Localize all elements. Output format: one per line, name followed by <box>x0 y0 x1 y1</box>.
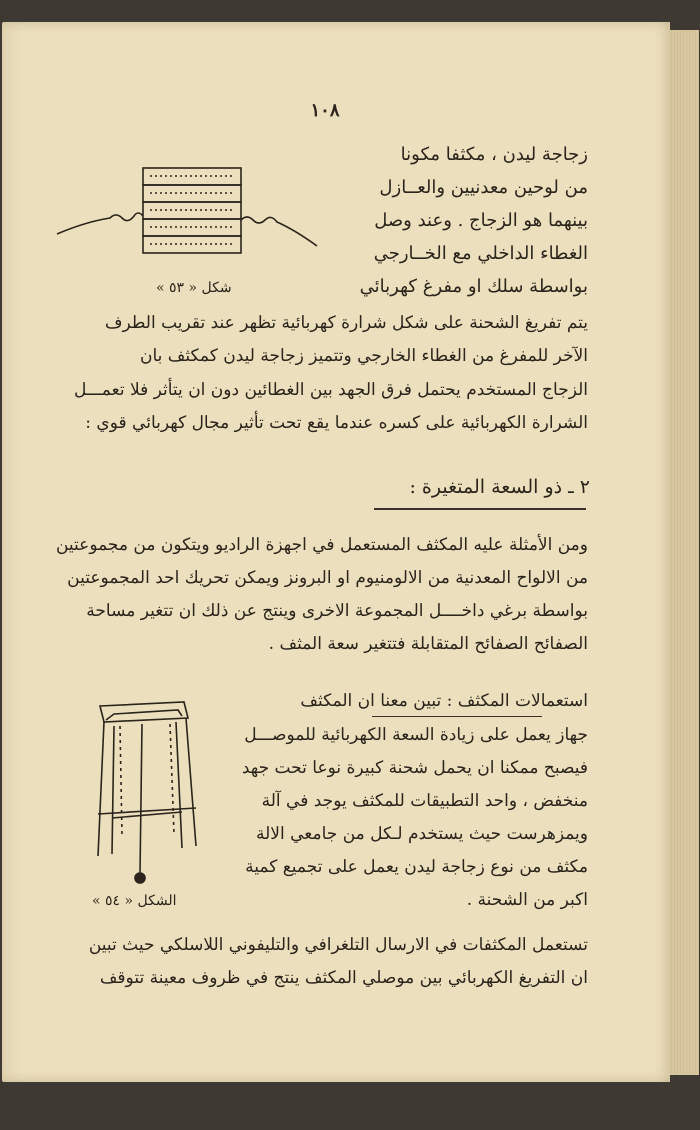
para2-line-4: الصفائح الصفائح المتقابلة فتتغير سعة المثف . <box>268 634 588 654</box>
para1-line-2: الآخر للمفرغ من الغطاء الخارجي وتتميز زجاجة ليدن كمكثف بان <box>140 346 588 366</box>
para2-line-1: ومن الأمثلة عليه المكثف المستعمل في اجهزة الراديو ويتكون من مجموعتين <box>55 535 588 555</box>
usage-line-6: مكثف من نوع زجاجة ليدن يعمل على تجميع كمية <box>245 857 588 877</box>
fig54-ball <box>135 873 145 883</box>
fig54-leg-right <box>186 718 196 846</box>
intro-line-3: بينهما هو الزجاج . وعند وصل <box>374 210 588 231</box>
usage-line-4: منخفض ، واحد التطبيقات للمكثف يوجد في آلة <box>261 791 588 811</box>
figure-53-caption: شكل « ٥٣ » <box>156 280 232 296</box>
para2-line-2: من الالواح المعدنية من الالومنيوم او البرونز ويمكن تحريك احد المجموعتين <box>67 568 588 588</box>
intro-line-1: زجاجة ليدن ، مكثفا مكونا <box>400 144 588 165</box>
para1-line-4: الشرارة الكهربائية على كسره عندما يقع تحت تأثير مجال كهربائي قوي : <box>85 413 588 433</box>
para1-line-1: يتم تفريغ الشحنة على شكل شرارة كهربائية تظهر عند تقريب الطرف <box>104 313 588 333</box>
intro-line-5: بواسطة سلك او مفرغ كهربائي <box>359 276 588 297</box>
usage-line-1: استعمالات المكثف : تبين معنا ان المكثف <box>300 691 588 711</box>
usage-line-2: جهاز يعمل على زيادة السعة الكهربائية للموصـــل <box>244 725 588 745</box>
fig54-rod <box>140 724 142 874</box>
usage-line-3: فيصبح ممكنا ان يحمل شحنة كبيرة نوعا تحت جهد <box>241 758 588 778</box>
para2-line-3: بواسطة برغي داخــــل المجموعة الاخرى وينتج عن ذلك ان تتغير مساحة <box>86 601 588 621</box>
section-heading: ٢ ـ ذو السعة المتغيرة : <box>409 476 590 498</box>
section-heading-underline <box>374 508 586 510</box>
fig54-leg-left <box>98 722 104 856</box>
figure-54-caption: الشكل « ٥٤ » <box>92 893 177 909</box>
fig54-leg-inner-left <box>112 726 114 854</box>
fig53-left-wire <box>57 213 143 234</box>
para3-line-1: تستعمل المكثفات في الارسال التلغرافي والتليفوني اللاسلكي حيث تبين <box>88 935 588 955</box>
intro-line-4: الغطاء الداخلي مع الخــارجي <box>373 243 588 264</box>
intro-line-2: من لوحين معدنيين والعــازل <box>379 177 588 198</box>
usage-line-7: اكبر من الشحنة . <box>466 890 588 910</box>
para1-line-3: الزجاج المستخدم يحتمل فرق الجهد بين الغطائين دون ان يتأثر فلا تعمـــل <box>73 380 588 400</box>
fig54-leg-inner-right <box>176 722 182 848</box>
page-number: ١٠٨ <box>310 100 340 121</box>
para3-line-2: ان التفريغ الكهربائي بين موصلي المكثف ينتج في ظروف معينة تتوقف <box>99 968 588 988</box>
figure-54-illustration <box>92 696 202 886</box>
fig53-right-wire <box>241 217 317 246</box>
usage-title-underline <box>372 716 542 717</box>
usage-line-5: ويمزهرست حيث يستخدم لـكل من جامعي الالة <box>256 824 588 844</box>
figure-53-illustration <box>55 160 325 270</box>
